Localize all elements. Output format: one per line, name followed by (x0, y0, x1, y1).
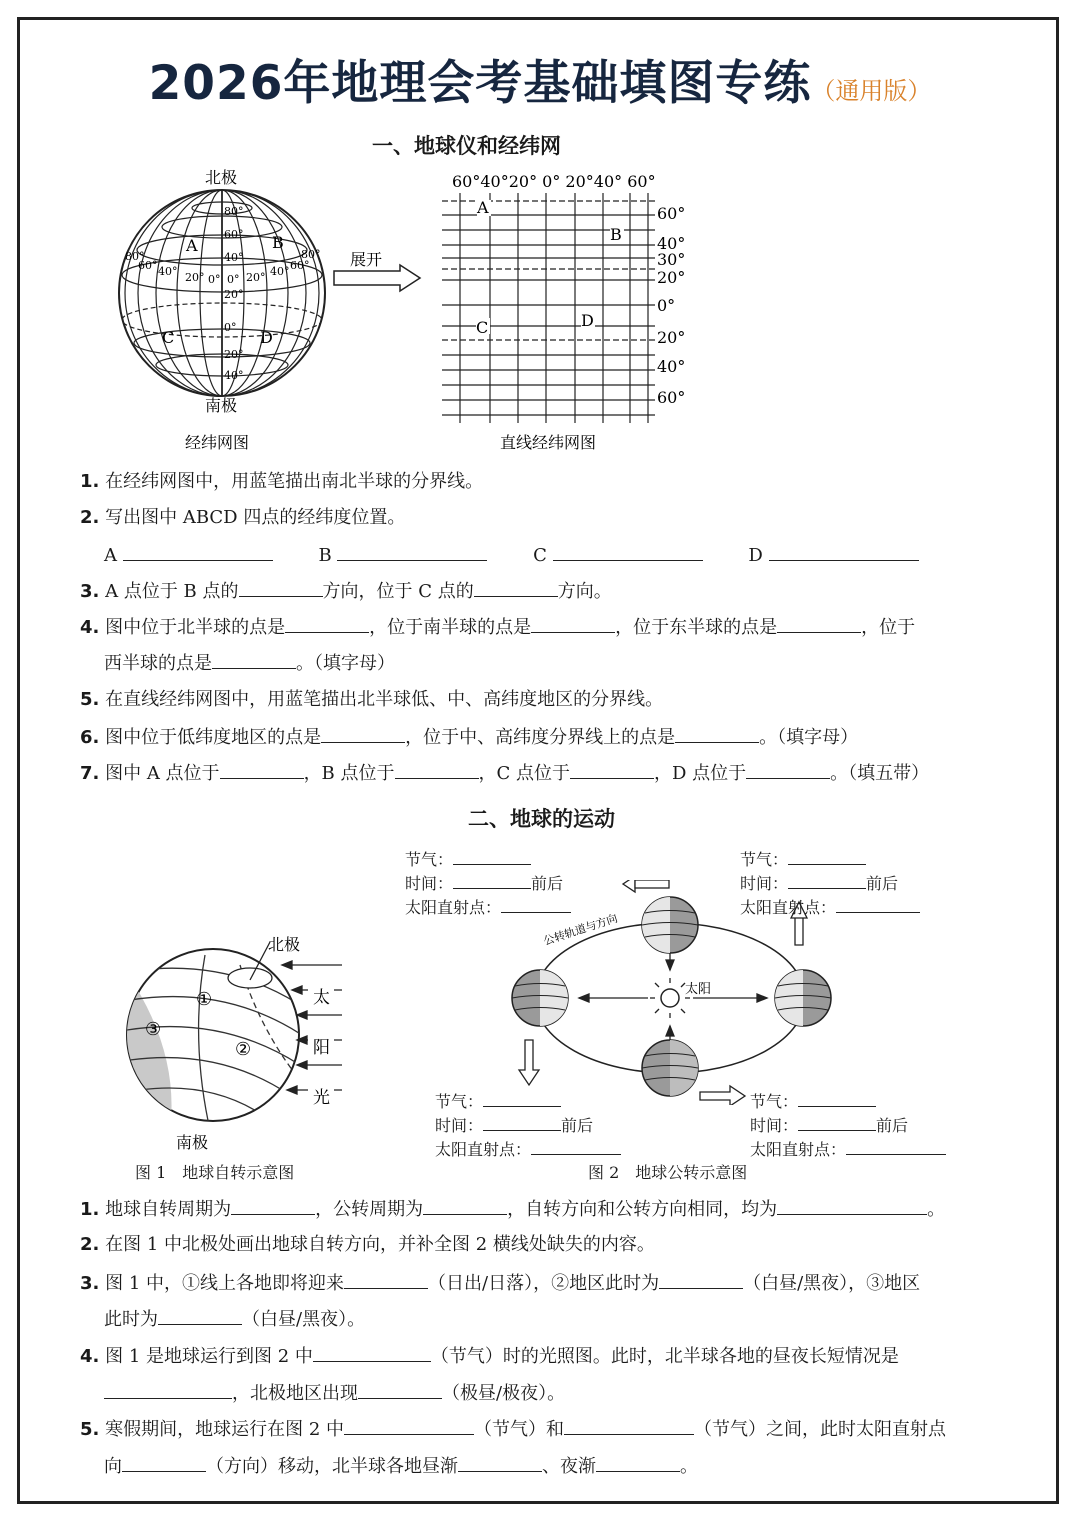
svg-text:20°: 20° (224, 348, 244, 361)
s1-q2: 2. 写出图中 ABCD 四点的经纬度位置。 (80, 507, 406, 528)
earth-top-icon (642, 897, 698, 953)
svg-text:80°: 80° (224, 205, 244, 218)
blank[interactable] (104, 1380, 232, 1399)
svg-text:20°: 20° (657, 268, 686, 287)
blank[interactable] (395, 760, 479, 779)
blank[interactable] (596, 1453, 680, 1472)
globe-south-label: 南极 (205, 396, 238, 415)
answer-b-blank[interactable] (337, 542, 487, 561)
s2-q2: 2. 在图 1 中北极处画出地球自转方向，并补全图 2 横线处缺失的内容。 (80, 1234, 655, 1255)
fig1-mark-3: ③ (145, 1019, 162, 1040)
grid-figure (430, 165, 710, 460)
svg-text:30°: 30° (657, 250, 686, 269)
svg-text:0°: 0° (227, 273, 240, 286)
earth-bottom-icon (642, 1040, 698, 1096)
blank[interactable] (531, 614, 615, 633)
s1-q2-answers: A B C D (104, 542, 919, 568)
globe-figure (110, 165, 440, 455)
blank[interactable] (344, 1270, 428, 1289)
s1-q6: 6. 图中位于低纬度地区的点是 ，位于中、高纬度分界线上的点是 。（填字母） (80, 724, 858, 750)
s2-q5: 5. 寒假期间，地球运行在图 2 中 （节气）和 （节气）之间，此时太阳直射点 (80, 1416, 946, 1442)
blank[interactable] (285, 614, 369, 633)
svg-text:光: 光 (313, 1088, 330, 1108)
blank[interactable] (846, 1136, 946, 1155)
rotation-figure (110, 930, 360, 1190)
globe-caption: 经纬网图 (185, 433, 250, 452)
svg-text:40°: 40° (270, 265, 290, 278)
s2-q3: 3. 图 1 中，①线上各地即将迎来 （日出/日落），②地区此时为 （白昼/黑夜），③地区 (80, 1270, 920, 1296)
blank[interactable] (122, 1453, 206, 1472)
blank[interactable] (564, 1416, 694, 1435)
blank[interactable] (798, 1088, 876, 1107)
blank[interactable] (746, 760, 830, 779)
blank[interactable] (483, 1112, 561, 1131)
fig1-mark-2: ② (235, 1039, 252, 1060)
blank[interactable] (158, 1306, 242, 1325)
svg-text:80°: 80° (125, 250, 145, 263)
svg-text:40°: 40° (224, 369, 244, 382)
answer-a-blank[interactable] (123, 542, 273, 561)
blank[interactable] (777, 1196, 927, 1215)
blank[interactable] (675, 724, 759, 743)
blank[interactable] (501, 894, 571, 913)
answer-d-blank[interactable] (769, 542, 919, 561)
svg-text:60°: 60° (224, 228, 244, 241)
blank[interactable] (313, 1343, 431, 1362)
page-subtitle: （通用版） (811, 77, 932, 105)
section1-heading: 一、地球仪和经纬网 (372, 134, 561, 158)
blank[interactable] (239, 578, 323, 597)
s1-q4-cont: 西半球的点是 。（填字母） (104, 650, 395, 676)
globe-point-b: B (272, 233, 284, 252)
svg-text:0°: 0° (224, 321, 237, 334)
svg-text:阳: 阳 (313, 1038, 330, 1058)
blank[interactable] (358, 1380, 442, 1399)
svg-text:0°: 0° (208, 273, 221, 286)
section2-heading: 二、地球的运动 (468, 807, 615, 831)
svg-text:太: 太 (313, 988, 330, 1008)
s1-q1: 1. 在经纬网图中，用蓝笔描出南北半球的分界线。 (80, 471, 484, 492)
fig2-caption: 图 2 地球公转示意图 (588, 1163, 748, 1182)
fig2-bottomright-labels: 节气： 时间： 前后 太阳直射点： (750, 1088, 946, 1160)
svg-text:20°: 20° (224, 288, 244, 301)
fig2-topright-labels: 节气： 时间： 前后 太阳直射点： (740, 846, 920, 918)
blank[interactable] (483, 1088, 561, 1107)
svg-text:40°: 40° (158, 265, 178, 278)
svg-text:80°: 80° (301, 248, 321, 261)
fig1-mark-1: ① (196, 989, 213, 1010)
fig1-south-label: 南极 (176, 1133, 209, 1152)
svg-text:40°: 40° (657, 234, 686, 253)
earth-left-icon (512, 970, 568, 1026)
blank[interactable] (220, 760, 304, 779)
blank[interactable] (453, 870, 531, 889)
svg-text:20°: 20° (246, 271, 266, 284)
answer-c-blank[interactable] (553, 542, 703, 561)
s2-q1: 1. 地球自转周期为 ，公转周期为 ，自转方向和公转方向相同，均为 。 (80, 1196, 945, 1222)
blank[interactable] (453, 846, 531, 865)
grid-caption: 直线经纬网图 (500, 433, 597, 452)
blank[interactable] (458, 1453, 542, 1472)
grid-point-d: D (581, 311, 594, 330)
blank[interactable] (231, 1196, 315, 1215)
fig2-topleft-labels: 节气： 时间： 前后 太阳直射点： (405, 846, 571, 918)
svg-text:40°: 40° (657, 357, 686, 376)
s2-q3-cont: 此时为 （白昼/黑夜）。 (104, 1306, 365, 1332)
svg-text:60°: 60° (138, 259, 158, 272)
grid-point-a: A (477, 198, 489, 217)
blank[interactable] (659, 1270, 743, 1289)
blank[interactable] (798, 1112, 876, 1131)
expand-label: 展开 (350, 250, 383, 269)
blank[interactable] (788, 846, 866, 865)
svg-text:0°: 0° (657, 296, 676, 315)
fig1-north-label: 北极 (268, 935, 301, 954)
s2-q4: 4. 图 1 是地球运行到图 2 中 （节气）时的光照图。此时，北半球各地的昼夜长短情况是 (80, 1343, 899, 1369)
s1-q3: 3. A 点位于 B 点的 方向，位于 C 点的 方向。 (80, 578, 612, 604)
svg-text:60°: 60° (657, 204, 686, 223)
blank[interactable] (344, 1416, 474, 1435)
page-title: 2026年地理会考基础填图专练（通用版） (148, 56, 932, 111)
s1-q7: 7. 图中 A 点位于 ，B 点位于 ，C 点位于 ，D 点位于 。（填五带） (80, 760, 929, 786)
s1-q5: 5. 在直线经纬网图中，用蓝笔描出北半球低、中、高纬度地区的分界线。 (80, 689, 664, 710)
blank[interactable] (212, 650, 296, 669)
blank[interactable] (474, 578, 558, 597)
blank[interactable] (570, 760, 654, 779)
blank[interactable] (788, 870, 866, 889)
globe-north-label: 北极 (205, 168, 238, 187)
blank[interactable] (836, 894, 920, 913)
blank[interactable] (777, 614, 861, 633)
grid-point-c: C (476, 318, 489, 337)
sun-icon (661, 989, 679, 1007)
globe-point-a: A (186, 236, 198, 255)
s2-q5-cont: 向 （方向）移动，北半球各地昼渐 、夜渐 。 (104, 1453, 698, 1479)
fig2-bottomleft-labels: 节气： 时间： 前后 太阳直射点： (435, 1088, 621, 1160)
svg-text:20°: 20° (657, 328, 686, 347)
svg-text:60°: 60° (657, 388, 686, 407)
globe-point-d: D (260, 328, 273, 347)
s2-q4-cont: ，北极地区出现 （极昼/极夜）。 (104, 1380, 565, 1406)
blank[interactable] (531, 1136, 621, 1155)
sun-label: 太阳 (685, 982, 712, 997)
svg-text:60°: 60° (290, 259, 310, 272)
grid-point-b: B (610, 225, 622, 244)
earth-right-icon (775, 970, 831, 1026)
orbit-label: 公转轨道与方向 (541, 911, 620, 948)
globe-point-c: C (162, 328, 175, 347)
blank[interactable] (321, 724, 405, 743)
blank[interactable] (423, 1196, 507, 1215)
svg-text:40°: 40° (224, 251, 244, 264)
s1-q4: 4. 图中位于北半球的点是 ，位于南半球的点是 ，位于东半球的点是 ，位于 (80, 614, 915, 640)
svg-text:20°: 20° (185, 271, 205, 284)
fig1-caption: 图 1 地球自转示意图 (135, 1163, 295, 1182)
svg-text:60°40°20° 0° 20°40° 60°: 60°40°20° 0° 20°40° 60° (452, 172, 656, 191)
